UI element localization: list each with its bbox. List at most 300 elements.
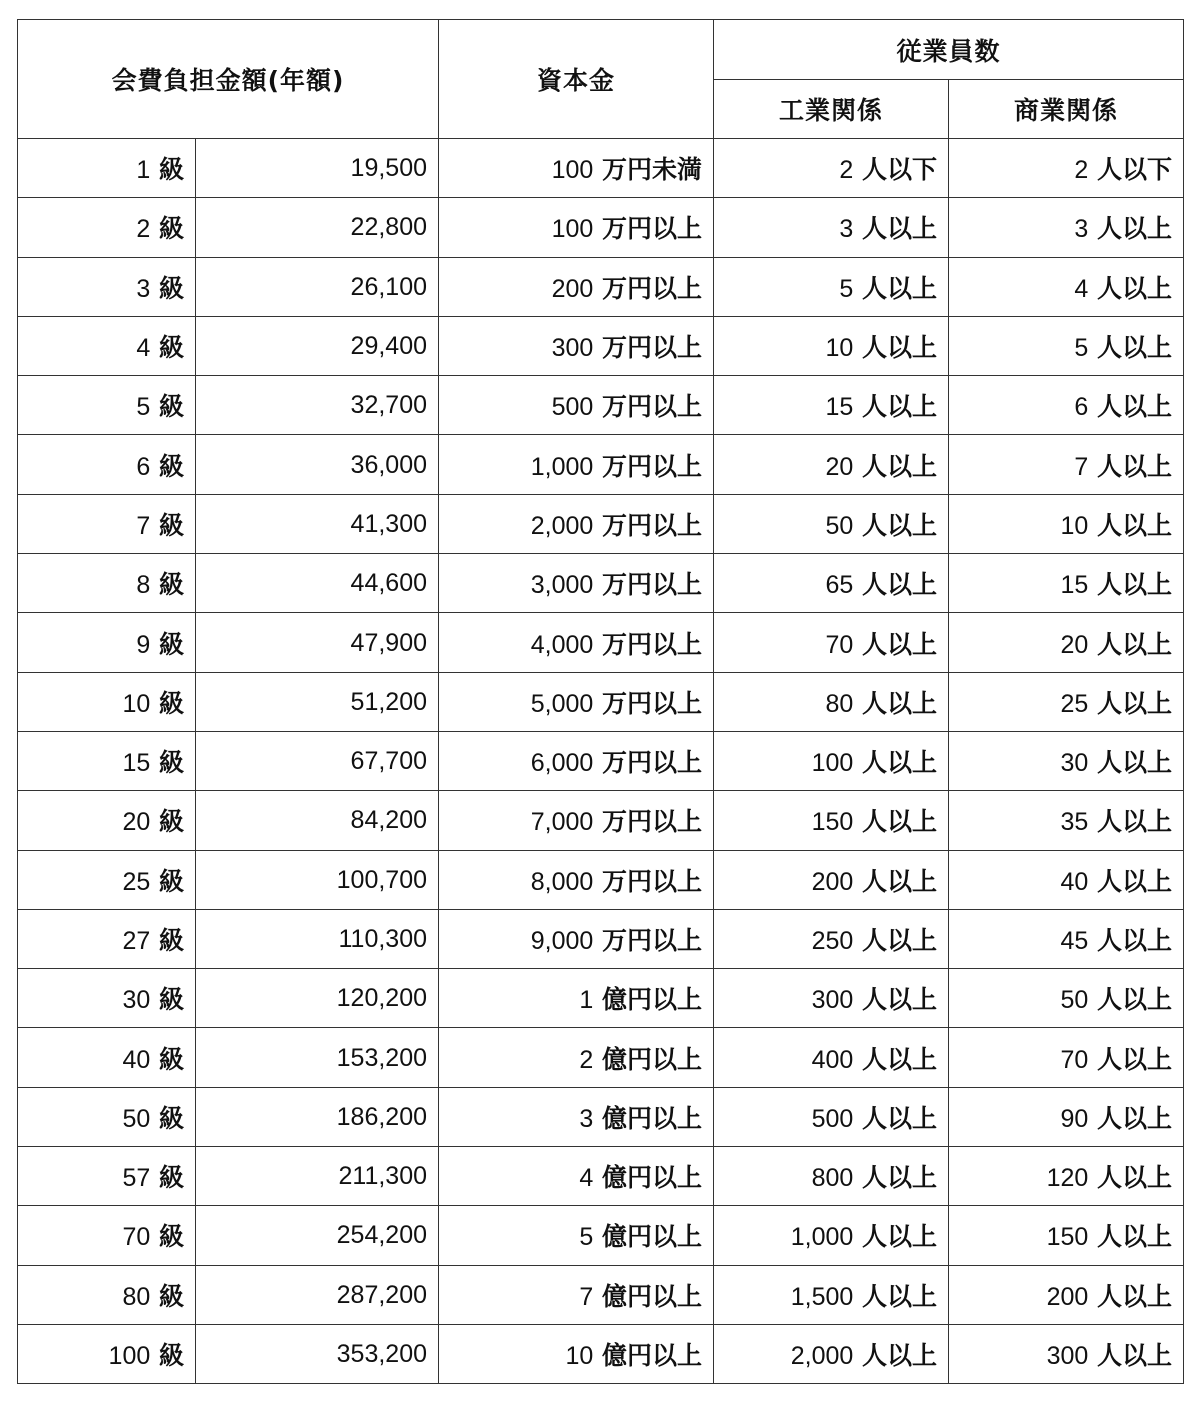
commercial-value: 70 [1060, 1045, 1089, 1074]
grade-cell [18, 731, 196, 790]
commercial-value: 2 [1074, 156, 1089, 185]
table-row [18, 1324, 1184, 1383]
capital-unit: 万円以上 [602, 392, 703, 422]
grade-unit: 級 [158, 451, 184, 481]
grade-unit: 級 [158, 1103, 184, 1133]
commercial-cell [949, 1206, 1184, 1265]
industrial-cell [714, 1028, 949, 1087]
table-row [18, 376, 1184, 435]
industrial-value: 5 [839, 274, 854, 303]
grade-cell [18, 554, 196, 613]
industrial-unit: 人以上 [862, 1103, 938, 1133]
capital-value: 200 [551, 274, 594, 303]
fee-value: 51,200 [350, 687, 428, 716]
employees-header-label: 従業員数 [896, 36, 1001, 66]
commercial-cell [949, 494, 1184, 553]
commercial-unit: 人以上 [1097, 985, 1173, 1015]
commercial-value: 200 [1046, 1282, 1089, 1311]
table-row [18, 316, 1184, 375]
table-row [18, 1206, 1184, 1265]
commercial-value: 50 [1060, 986, 1089, 1015]
capital-cell [439, 554, 714, 613]
table-row [18, 1265, 1184, 1324]
capital-value: 5,000 [530, 689, 594, 718]
industrial-cell [714, 198, 949, 257]
industrial-value: 65 [825, 571, 854, 600]
table-row [18, 554, 1184, 613]
commercial-value: 40 [1060, 867, 1089, 896]
grade-cell [18, 139, 196, 198]
industrial-header [714, 80, 949, 139]
grade-cell [18, 1265, 196, 1324]
grade-unit: 級 [158, 807, 184, 837]
capital-value: 1 [579, 986, 594, 1015]
grade-cell [18, 1087, 196, 1146]
industrial-cell [714, 257, 949, 316]
grade-value: 1 [136, 156, 151, 185]
fee-value: 36,000 [350, 450, 428, 479]
industrial-cell [714, 494, 949, 553]
fee-value: 100,700 [336, 865, 428, 894]
capital-value: 6,000 [530, 749, 594, 778]
commercial-value: 300 [1046, 1342, 1089, 1371]
table-row [18, 139, 1184, 198]
capital-value: 100 [551, 156, 594, 185]
commercial-value: 90 [1060, 1104, 1089, 1133]
table-row [18, 198, 1184, 257]
commercial-cell [949, 198, 1184, 257]
capital-value: 100 [551, 215, 594, 244]
fee-value: 254,200 [336, 1221, 428, 1250]
grade-value: 20 [122, 808, 151, 837]
commercial-unit: 人以上 [1097, 1163, 1173, 1193]
industrial-value: 400 [811, 1045, 854, 1074]
fee-cell [196, 139, 439, 198]
commercial-unit: 人以上 [1097, 570, 1173, 600]
capital-unit: 万円未満 [602, 155, 703, 185]
industrial-cell [714, 613, 949, 672]
commercial-cell [949, 672, 1184, 731]
grade-unit: 級 [158, 273, 184, 303]
industrial-value: 1,000 [790, 1223, 854, 1252]
industrial-cell [714, 1087, 949, 1146]
fee-value: 353,200 [336, 1340, 428, 1369]
grade-value: 3 [136, 274, 151, 303]
fee-cell [196, 791, 439, 850]
fee-value: 287,200 [336, 1280, 428, 1309]
industrial-unit: 人以上 [862, 926, 938, 955]
capital-value: 3 [579, 1104, 594, 1133]
fee-value: 67,700 [350, 747, 428, 776]
grade-cell [18, 1324, 196, 1383]
commercial-cell [949, 613, 1184, 672]
fee-cell [196, 969, 439, 1028]
grade-unit: 級 [158, 214, 184, 244]
fee-value: 44,600 [350, 569, 428, 598]
fee-cell [196, 672, 439, 731]
industrial-unit: 人以上 [862, 333, 938, 363]
fee-cell [196, 316, 439, 375]
grade-unit: 級 [158, 866, 184, 896]
industrial-value: 50 [825, 511, 854, 540]
capital-unit: 万円以上 [602, 688, 703, 718]
industrial-cell [714, 969, 949, 1028]
capital-header [439, 20, 714, 139]
industrial-value: 500 [811, 1104, 854, 1133]
industrial-unit: 人以上 [862, 1281, 938, 1311]
grade-value: 25 [122, 867, 151, 896]
grade-value: 70 [122, 1223, 151, 1252]
fee-cell [196, 1028, 439, 1087]
commercial-cell [949, 1028, 1184, 1087]
capital-unit: 万円以上 [602, 629, 703, 659]
commercial-value: 45 [1060, 927, 1089, 955]
industrial-value: 250 [811, 927, 854, 955]
capital-unit: 万円以上 [602, 451, 703, 481]
grade-unit: 級 [158, 510, 184, 540]
table-row [18, 1028, 1184, 1087]
grade-cell [18, 850, 196, 909]
commercial-unit: 人以上 [1097, 214, 1173, 244]
commercial-unit: 人以上 [1097, 1281, 1173, 1311]
industrial-unit: 人以上 [862, 688, 938, 718]
fee-value: 47,900 [350, 628, 428, 657]
commercial-unit: 人以上 [1097, 1103, 1173, 1133]
industrial-unit: 人以上 [862, 985, 938, 1015]
fee-header [18, 20, 439, 139]
commercial-value: 15 [1060, 571, 1089, 600]
grade-value: 5 [136, 393, 151, 422]
capital-unit: 億円以上 [602, 1222, 703, 1252]
grade-cell [18, 969, 196, 1028]
capital-value: 500 [551, 393, 594, 422]
fee-header-label: 会費負担金額(年額) [111, 66, 345, 95]
grade-unit: 級 [158, 688, 184, 718]
commercial-value: 150 [1046, 1223, 1089, 1252]
industrial-value: 150 [811, 808, 854, 837]
grade-cell [18, 1028, 196, 1087]
table-row [18, 613, 1184, 672]
commercial-cell [949, 554, 1184, 613]
grade-cell [18, 1206, 196, 1265]
fee-cell [196, 850, 439, 909]
capital-cell [439, 198, 714, 257]
fee-cell [196, 494, 439, 553]
capital-cell [439, 791, 714, 850]
grade-cell [18, 316, 196, 375]
commercial-value: 7 [1074, 452, 1089, 481]
membership-fee-table [17, 19, 1184, 1384]
grade-unit: 級 [158, 629, 184, 659]
industrial-value: 70 [825, 630, 854, 659]
capital-unit: 万円以上 [602, 926, 703, 955]
commercial-unit: 人以上 [1097, 807, 1173, 837]
grade-value: 57 [122, 1164, 151, 1193]
industrial-value: 3 [839, 215, 854, 244]
fee-cell [196, 1324, 439, 1383]
fee-value: 41,300 [350, 509, 428, 538]
grade-value: 40 [122, 1045, 151, 1074]
industrial-value: 200 [811, 867, 854, 896]
grade-cell [18, 435, 196, 494]
fee-cell [196, 554, 439, 613]
fee-value: 22,800 [350, 213, 428, 242]
industrial-value: 2,000 [790, 1342, 854, 1371]
grade-value: 80 [122, 1282, 151, 1311]
commercial-value: 6 [1074, 393, 1089, 422]
grade-value: 9 [136, 630, 151, 659]
capital-cell [439, 731, 714, 790]
commercial-value: 35 [1060, 808, 1089, 837]
commercial-cell [949, 139, 1184, 198]
industrial-value: 15 [825, 393, 854, 422]
capital-cell [439, 494, 714, 553]
fee-cell [196, 1206, 439, 1265]
capital-unit: 万円以上 [602, 570, 703, 600]
industrial-value: 300 [811, 986, 854, 1015]
grade-unit: 級 [158, 1163, 184, 1193]
commercial-unit: 人以上 [1097, 510, 1173, 540]
capital-value: 8,000 [530, 867, 594, 896]
grade-cell [18, 1147, 196, 1206]
fee-value: 211,300 [338, 1162, 428, 1191]
table-body [18, 139, 1184, 1384]
grade-unit: 級 [158, 570, 184, 600]
grade-cell [18, 257, 196, 316]
capital-unit: 億円以上 [602, 1163, 703, 1193]
capital-value: 1,000 [530, 452, 594, 481]
capital-cell [439, 1028, 714, 1087]
commercial-value: 4 [1074, 274, 1089, 303]
industrial-cell [714, 1147, 949, 1206]
grade-value: 15 [122, 749, 151, 778]
commercial-value: 25 [1060, 689, 1089, 718]
industrial-cell [714, 376, 949, 435]
capital-value: 7,000 [530, 808, 594, 837]
grade-value: 50 [122, 1104, 151, 1133]
commercial-unit: 人以上 [1097, 273, 1173, 303]
grade-value: 6 [136, 452, 151, 481]
industrial-unit: 人以下 [862, 155, 938, 185]
capital-unit: 万円以上 [602, 510, 703, 540]
fee-cell [196, 435, 439, 494]
industrial-value: 800 [811, 1164, 854, 1193]
capital-unit: 万円以上 [602, 333, 703, 363]
grade-unit: 級 [158, 155, 184, 185]
capital-value: 2,000 [530, 511, 594, 540]
table-row [18, 672, 1184, 731]
table-row [18, 791, 1184, 850]
industrial-value: 20 [825, 452, 854, 481]
grade-unit: 級 [158, 392, 184, 422]
commercial-cell [949, 1087, 1184, 1146]
capital-value: 5 [579, 1223, 594, 1252]
grade-unit: 級 [158, 333, 184, 363]
grade-unit: 級 [158, 1281, 184, 1311]
industrial-unit: 人以上 [862, 1341, 938, 1371]
commercial-unit: 人以上 [1097, 451, 1173, 481]
table-row [18, 731, 1184, 790]
commercial-cell [949, 376, 1184, 435]
industrial-cell [714, 1206, 949, 1265]
capital-unit: 億円以上 [602, 1044, 703, 1074]
capital-cell [439, 613, 714, 672]
industrial-value: 100 [811, 749, 854, 778]
industrial-cell [714, 850, 949, 909]
commercial-unit: 人以上 [1097, 392, 1173, 422]
industrial-value: 1,500 [790, 1282, 854, 1311]
industrial-unit: 人以上 [862, 451, 938, 481]
grade-cell [18, 791, 196, 850]
industrial-cell [714, 731, 949, 790]
industrial-cell [714, 909, 949, 968]
fee-cell [196, 1087, 439, 1146]
industrial-unit: 人以上 [862, 807, 938, 837]
industrial-unit: 人以上 [862, 392, 938, 422]
industrial-unit: 人以上 [862, 748, 938, 778]
capital-value: 9,000 [530, 927, 594, 955]
fee-cell [196, 909, 439, 968]
capital-cell [439, 257, 714, 316]
commercial-unit: 人以上 [1097, 1044, 1173, 1074]
grade-unit: 級 [158, 1222, 184, 1252]
capital-unit: 億円以上 [602, 1281, 703, 1311]
fee-cell [196, 613, 439, 672]
industrial-cell [714, 1265, 949, 1324]
industrial-unit: 人以上 [862, 570, 938, 600]
fee-cell [196, 1265, 439, 1324]
capital-value: 4,000 [530, 630, 594, 659]
capital-unit: 億円以上 [602, 985, 703, 1015]
grade-value: 27 [122, 927, 151, 955]
commercial-cell [949, 1265, 1184, 1324]
fee-cell [196, 1147, 439, 1206]
commercial-cell [949, 316, 1184, 375]
industrial-cell [714, 1324, 949, 1383]
capital-cell [439, 1324, 714, 1383]
commercial-cell [949, 850, 1184, 909]
fee-value: 110,300 [338, 925, 428, 953]
commercial-value: 3 [1074, 215, 1089, 244]
industrial-cell [714, 139, 949, 198]
commercial-cell [949, 1324, 1184, 1383]
commercial-cell [949, 1147, 1184, 1206]
commercial-header [949, 80, 1184, 139]
table-row [18, 1147, 1184, 1206]
industrial-value: 2 [839, 156, 854, 185]
capital-unit: 億円以上 [602, 1103, 703, 1133]
commercial-unit: 人以上 [1097, 866, 1173, 896]
grade-value: 8 [136, 571, 151, 600]
industrial-unit: 人以上 [862, 510, 938, 540]
capital-unit: 万円以上 [602, 748, 703, 778]
capital-cell [439, 435, 714, 494]
capital-cell [439, 672, 714, 731]
capital-unit: 万円以上 [602, 214, 703, 244]
fee-cell [196, 376, 439, 435]
table-row [18, 494, 1184, 553]
industrial-unit: 人以上 [862, 866, 938, 896]
capital-cell [439, 969, 714, 1028]
commercial-unit: 人以上 [1097, 333, 1173, 363]
industrial-cell [714, 435, 949, 494]
grade-value: 4 [136, 334, 151, 363]
capital-cell [439, 909, 714, 968]
industrial-unit: 人以上 [862, 214, 938, 244]
capital-cell [439, 316, 714, 375]
industrial-header-label: 工業関係 [779, 96, 884, 125]
commercial-unit: 人以上 [1097, 1222, 1173, 1252]
grade-unit: 級 [158, 985, 184, 1015]
commercial-cell [949, 435, 1184, 494]
table-row [18, 850, 1184, 909]
fee-value: 120,200 [336, 984, 428, 1013]
commercial-value: 20 [1060, 630, 1089, 659]
grade-cell [18, 198, 196, 257]
capital-unit: 万円以上 [602, 866, 703, 896]
commercial-cell [949, 969, 1184, 1028]
grade-value: 10 [122, 689, 151, 718]
commercial-cell [949, 257, 1184, 316]
commercial-value: 10 [1060, 511, 1089, 540]
fee-value: 19,500 [350, 154, 428, 183]
table-row [18, 435, 1184, 494]
grade-cell [18, 613, 196, 672]
capital-cell [439, 1206, 714, 1265]
fee-value: 84,200 [350, 806, 428, 835]
commercial-unit: 人以上 [1097, 748, 1173, 778]
capital-cell [439, 1147, 714, 1206]
industrial-cell [714, 672, 949, 731]
capital-value: 300 [551, 334, 594, 363]
commercial-cell [949, 731, 1184, 790]
grade-unit: 級 [158, 1044, 184, 1074]
grade-value: 100 [108, 1342, 151, 1371]
fee-cell [196, 198, 439, 257]
industrial-cell [714, 316, 949, 375]
industrial-value: 10 [825, 334, 854, 363]
capital-cell [439, 139, 714, 198]
commercial-cell [949, 791, 1184, 850]
grade-unit: 級 [158, 748, 184, 778]
table-row [18, 969, 1184, 1028]
commercial-header-label: 商業関係 [1014, 96, 1119, 125]
capital-unit: 億円以上 [602, 1341, 703, 1371]
capital-header-label: 資本金 [537, 66, 616, 95]
industrial-unit: 人以上 [862, 629, 938, 659]
commercial-unit: 人以上 [1097, 926, 1173, 955]
table-row [18, 1087, 1184, 1146]
grade-value: 30 [122, 986, 151, 1015]
commercial-unit: 人以上 [1097, 629, 1173, 659]
industrial-unit: 人以上 [862, 1044, 938, 1074]
grade-value: 2 [136, 215, 151, 244]
header-row-top [18, 20, 1184, 80]
table-row [18, 909, 1184, 968]
industrial-cell [714, 791, 949, 850]
capital-value: 4 [579, 1164, 594, 1193]
fee-cell [196, 257, 439, 316]
capital-unit: 万円以上 [602, 273, 703, 303]
capital-unit: 万円以上 [602, 807, 703, 837]
fee-cell [196, 731, 439, 790]
fee-value: 186,200 [336, 1102, 428, 1131]
grade-cell [18, 909, 196, 968]
capital-value: 10 [565, 1342, 594, 1371]
capital-cell [439, 1265, 714, 1324]
commercial-value: 5 [1074, 334, 1089, 363]
capital-cell [439, 850, 714, 909]
